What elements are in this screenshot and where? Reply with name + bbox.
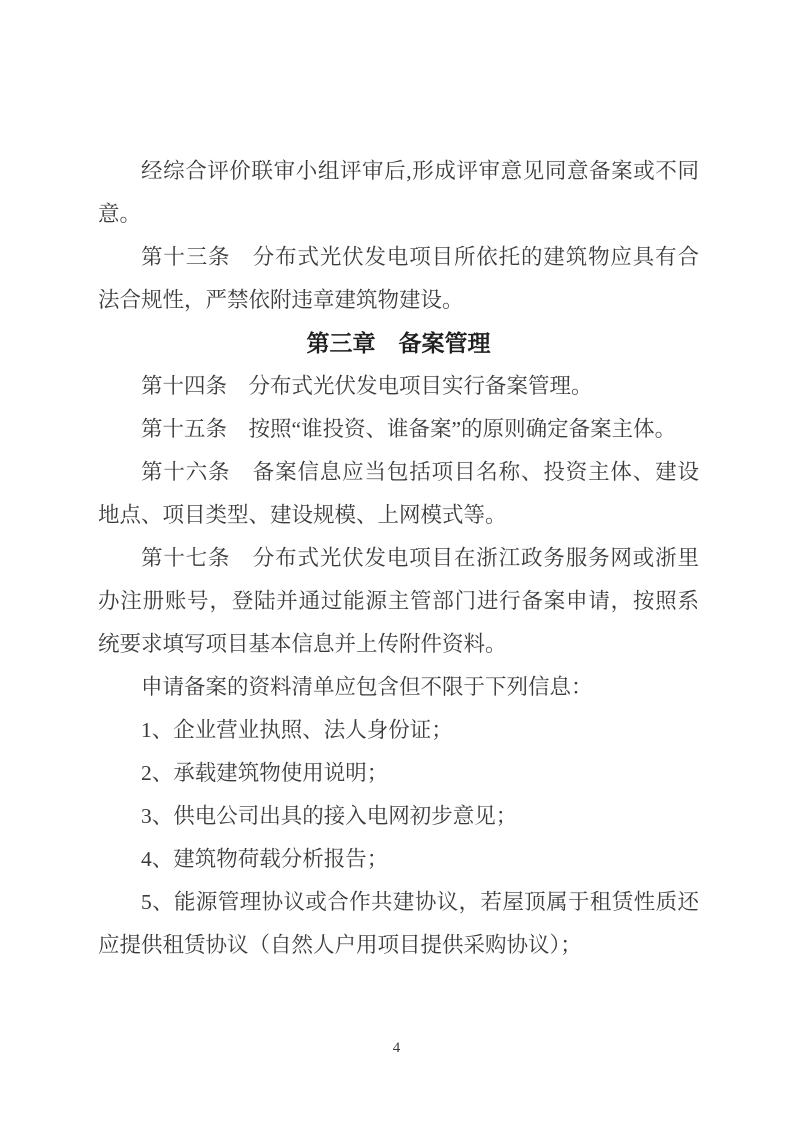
paragraph-article-15: 第十五条 按照“谁投资、谁备案”的原则确定备案主体。 <box>141 417 677 441</box>
paragraph-review-opinion: 经综合评价联审小组评审后,形成评审意见同意备案或不同意。 <box>98 159 699 226</box>
list-item-5: 5、能源管理协议或合作共建协议，若屋顶属于租赁性质还应提供租赁协议（自然人户用项目提供采购协议）； <box>98 890 699 957</box>
list-item-4: 4、建筑物荷载分析报告； <box>141 847 389 871</box>
paragraph-article-14: 第十四条 分布式光伏发电项目实行备案管理。 <box>141 374 593 398</box>
paragraph-article-13: 第十三条 分布式光伏发电项目所依托的建筑物应具有合法合规性，严禁依附违章建筑物建设。 <box>98 245 699 312</box>
list-item-1: 1、企业营业执照、法人身份证； <box>141 718 453 742</box>
list-item-2: 2、承载建筑物使用说明； <box>141 761 389 785</box>
paragraph-article-16: 第十六条 备案信息应当包括项目名称、投资主体、建设地点、项目类型、建设规模、上网模式等。 <box>98 460 699 527</box>
page-number: 4 <box>392 1040 401 1056</box>
document-body <box>98 150 699 967</box>
list-item-3: 3、供电公司出具的接入电网初步意见； <box>141 804 518 828</box>
paragraph-list-intro: 申请备案的资料清单应包含但不限于下列信息： <box>141 675 593 699</box>
chapter-heading: 第三章 备案管理 <box>306 330 491 356</box>
paragraph-article-17: 第十七条 分布式光伏发电项目在浙江政务服务网或浙里办注册账号，登陆并通过能源主管部门进行备案申请，按照系统要求填写项目基本信息并上传附件资料。 <box>98 546 699 656</box>
